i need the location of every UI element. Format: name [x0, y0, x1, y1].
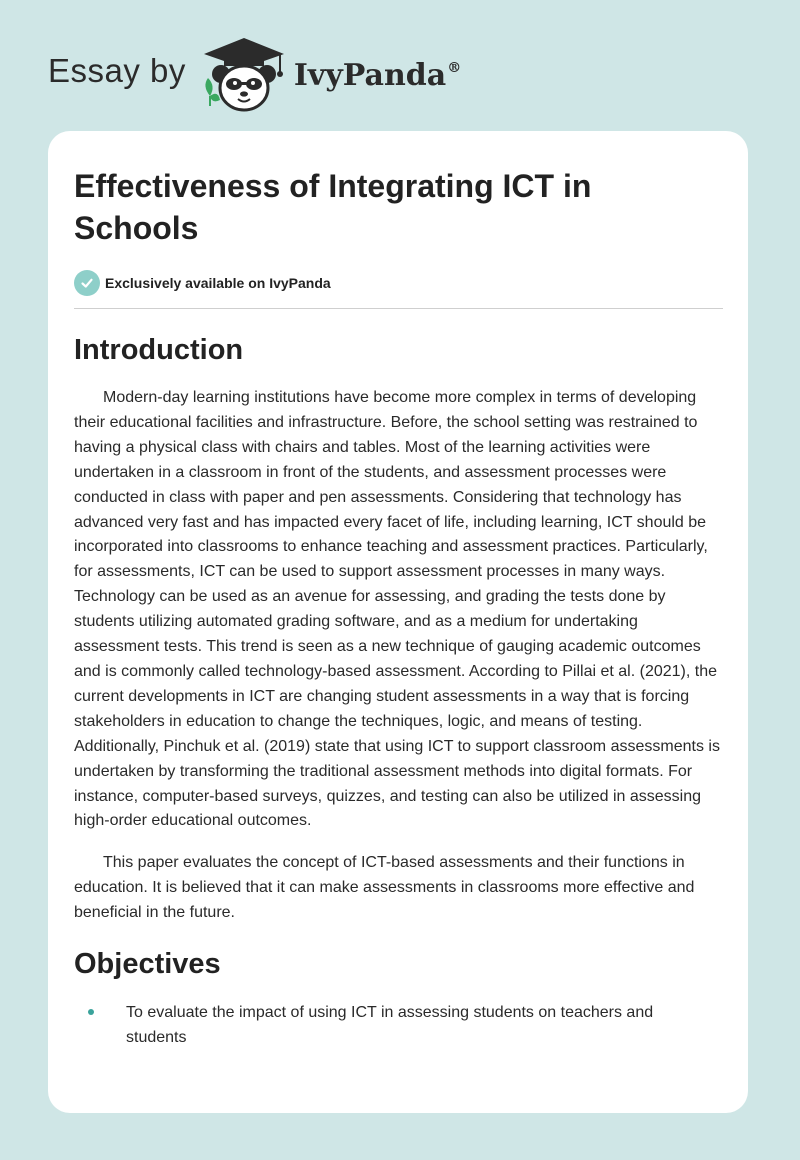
section-heading-objectives: Objectives [74, 948, 221, 981]
section-heading-introduction: Introduction [74, 334, 244, 366]
badge-label: Exclusively available on IvyPanda [105, 275, 331, 291]
panda-logo-icon[interactable] [200, 34, 288, 114]
objective-text: To evaluate the impact of using ICT in assessing students on teachers and students [126, 1004, 654, 1047]
ivypanda-brand-name[interactable] [294, 58, 461, 93]
introduction-paragraph-2: This paper evaluates the concept of ICT-based assessments and their functions in education. It is believed that it can make assessments in classrooms more effective and beneficial in the future. [74, 854, 695, 922]
exclusive-badge [74, 269, 722, 297]
article-card [48, 131, 748, 1113]
objectives-list [74, 1000, 722, 1050]
title-divider [74, 308, 723, 309]
site-header [48, 34, 461, 114]
checkmark-icon [80, 276, 94, 290]
check-circle-icon [74, 270, 100, 296]
brand-text: IvyPanda [293, 57, 447, 93]
article-title: Effectiveness of Integrating ICT in Schools [74, 168, 592, 246]
introduction-paragraph-1: Modern-day learning institutions have become more complex in terms of developing their educational facilities and infrastructure. Before, the school setting was restrained to having a physical class with chairs and tables. Most of the learning activities were undertaken in a classroom in front of the students, and assessment processes were conducted in class with paper and pen assessments. Considering that technology has advanced very fast and has impacted every facet of life, including learning, ICT should be incorporated into classrooms to enhance teaching and assessment practices. Particularly, for assessments, ICT can be used to support assessment processes in many ways. Technology can be used as an avenue for assessing, and grading the tests done by students utilizing automated grading software, and as a medium for undertaking assessment tests. This trend is seen as a new technique of gauging academic outcomes and is commonly called technology-based assessment. According to Pillai et al. (2021), the current developments in ICT are changing student assessments in a way that is forcing stakeholders in education to change the techniques, logic, and means of testing. Additionally, Pinchuk et al. (2019) state that using ICT to support classroom assessments is undertaken by transforming the traditional assessment methods into digital formats. For instance, computer-based surveys, quizzes, and testing can also be utilized in assessing high-order educational outcomes. [74, 389, 720, 830]
registered-mark: ® [447, 59, 462, 76]
bullet-dot-icon [88, 1009, 94, 1015]
essay-by-label: Essay by [48, 52, 186, 89]
list-item [74, 1000, 686, 1050]
